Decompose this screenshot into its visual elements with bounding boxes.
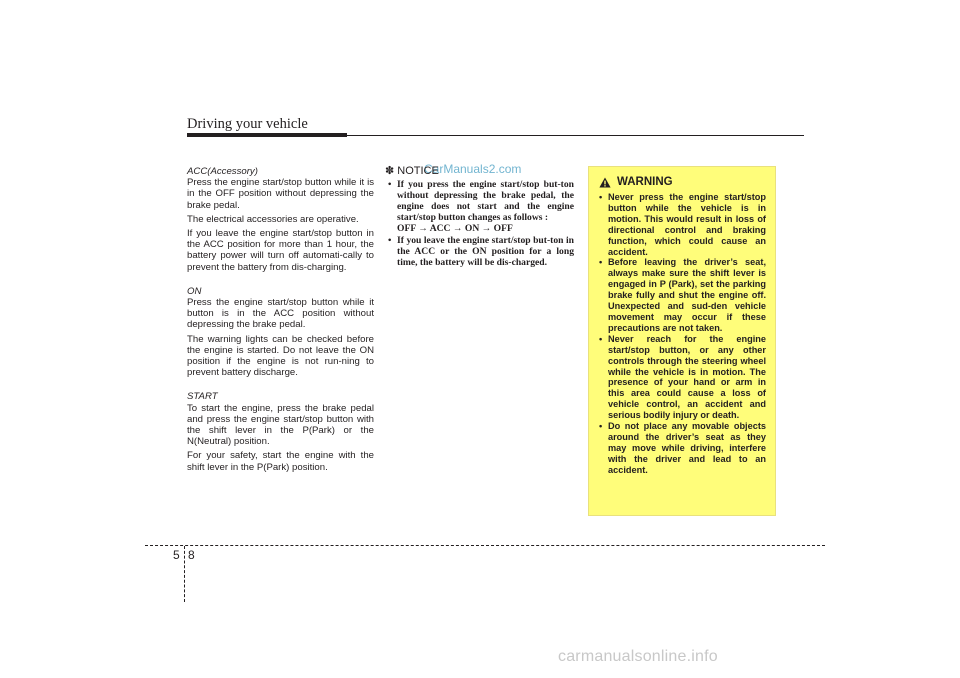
warning-item: • Never reach for the engine start/stop button, or any other controls through the steering wheel while the vehicle is in motion. The presence of your hand or arm in this area could cause a loss of vehicle control, an accident and serious bodily injury or death. bbox=[597, 334, 766, 421]
acc-paragraph-1: Press the engine start/stop button while it is in the OFF position without depressing the brake pedal. bbox=[187, 177, 374, 211]
acc-heading: ACC(Accessory) bbox=[187, 166, 258, 177]
notice-title: ✽ NOTICE bbox=[385, 165, 439, 177]
warning-item: • Never press the engine start/stop button while the vehicle is in motion. This would result in loss of directional control and braking function, which could cause an accident. bbox=[597, 192, 766, 257]
notice-column bbox=[385, 166, 574, 268]
chapter-number: 5 bbox=[173, 548, 180, 562]
notice-item-text: If you press the engine start/stop but-ton without depressing the brake pedal, the engine does not start and the engine start/stop button changes as follows : bbox=[397, 179, 574, 224]
warning-title: WARNING bbox=[617, 176, 673, 189]
warning-header bbox=[599, 177, 766, 188]
on-heading: ON bbox=[187, 285, 202, 297]
watermark-top: CarManuals2.com bbox=[424, 162, 522, 176]
notice-sequence: OFF → ACC → ON → OFF bbox=[397, 223, 513, 235]
warning-item: • Before leaving the driver’s seat, always make sure the shift lever is engaged in P (Park), set the parking brake fully and shut the engine off. Unexpected and sud-den vehicle movement may occur if these precautions are not taken. bbox=[597, 257, 766, 333]
warning-item: • Do not place any movable objects around the driver’s seat as they may move while driving, interfere with the driver and lead to an accident. bbox=[597, 421, 766, 476]
acc-paragraph-3: If you leave the engine start/stop button in the ACC position for more than 1 hour, the battery power will turn off automati-cally to prevent the battery from dis-charging. bbox=[187, 228, 374, 273]
header-rule-accent bbox=[187, 133, 347, 137]
on-paragraph-1: Press the engine start/stop button while it button is in the ACC position without depressing the brake pedal. bbox=[187, 297, 374, 331]
start-heading: START bbox=[187, 391, 218, 403]
warning-box bbox=[588, 166, 776, 516]
footer-divider bbox=[184, 546, 185, 602]
watermark-bottom: carmanualsonline.info bbox=[558, 648, 718, 665]
start-paragraph-1: To start the engine, press the brake pedal and press the engine start/stop button with the shift lever in the P(Park) or the N(Neutral) position. bbox=[187, 402, 374, 448]
on-paragraph-2: The warning lights can be checked before the engine is started. Do not leave the ON position if the engine is not run-ning to prevent battery discharge. bbox=[187, 333, 374, 379]
notice-item: • If you leave the engine start/stop but-ton in the ACC or the ON position for a long time, the battery will be dis-charged. bbox=[385, 235, 574, 268]
footer-rule bbox=[145, 545, 825, 546]
notice-item bbox=[385, 179, 574, 234]
notice-list bbox=[385, 179, 574, 268]
start-paragraph-2: For your safety, start the engine with the shift lever in the P(Park) position. bbox=[187, 450, 374, 473]
warning-triangle-icon bbox=[599, 177, 611, 188]
acc-paragraph-2: The electrical accessories are operative. bbox=[187, 213, 359, 225]
page-number: 8 bbox=[188, 548, 195, 562]
section-title: Driving your vehicle bbox=[187, 116, 308, 132]
left-column bbox=[187, 166, 374, 476]
warning-list bbox=[597, 192, 766, 476]
